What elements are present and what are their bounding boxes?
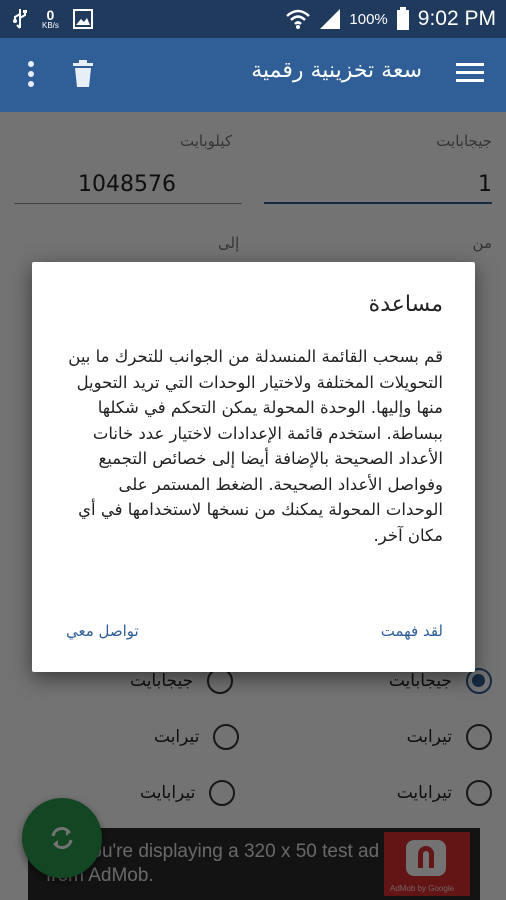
page-title: سعة تخزينية رقمية <box>251 58 422 83</box>
contact-me-button[interactable]: تواصل معي <box>66 622 139 640</box>
more-vert-icon[interactable] <box>26 60 36 92</box>
trash-icon[interactable] <box>72 60 94 92</box>
wifi-icon <box>285 8 311 30</box>
signal-icon <box>319 8 341 30</box>
usb-icon <box>12 8 28 30</box>
status-bar <box>0 0 506 38</box>
menu-icon[interactable] <box>456 62 484 88</box>
dialog-message: قم بسحب القائمة المنسدلة من الجوانب للتحرك ما بين التحويلات المختلفة ولاختيار الوحدات التي تريد التحويل منها وإليها. الوحدة المحولة يمكن التحكم في شكلها ببساطة. استخدم قائمة الإعدادات لاختيار عدد خانات الأعداد الصحيحة بالإضافة أيضا إلى خصائص التجميع وفواصل الأعداد الصحيحة. الضغط المستمر على الوحدات المحولة يمكنك من نسخها لاستخدامها في أي مكان آخر. <box>68 347 443 545</box>
net-speed-indicator: 0 KB/s <box>42 7 59 30</box>
battery-percent: 100% <box>349 10 388 28</box>
clock: 9:02 PM <box>417 7 496 30</box>
battery-icon <box>396 7 410 31</box>
help-dialog <box>32 262 475 672</box>
image-icon <box>73 9 93 29</box>
app-bar <box>0 38 506 112</box>
got-it-button[interactable]: لقد فهمت <box>380 622 443 640</box>
dialog-title: مساعدة <box>368 292 443 317</box>
